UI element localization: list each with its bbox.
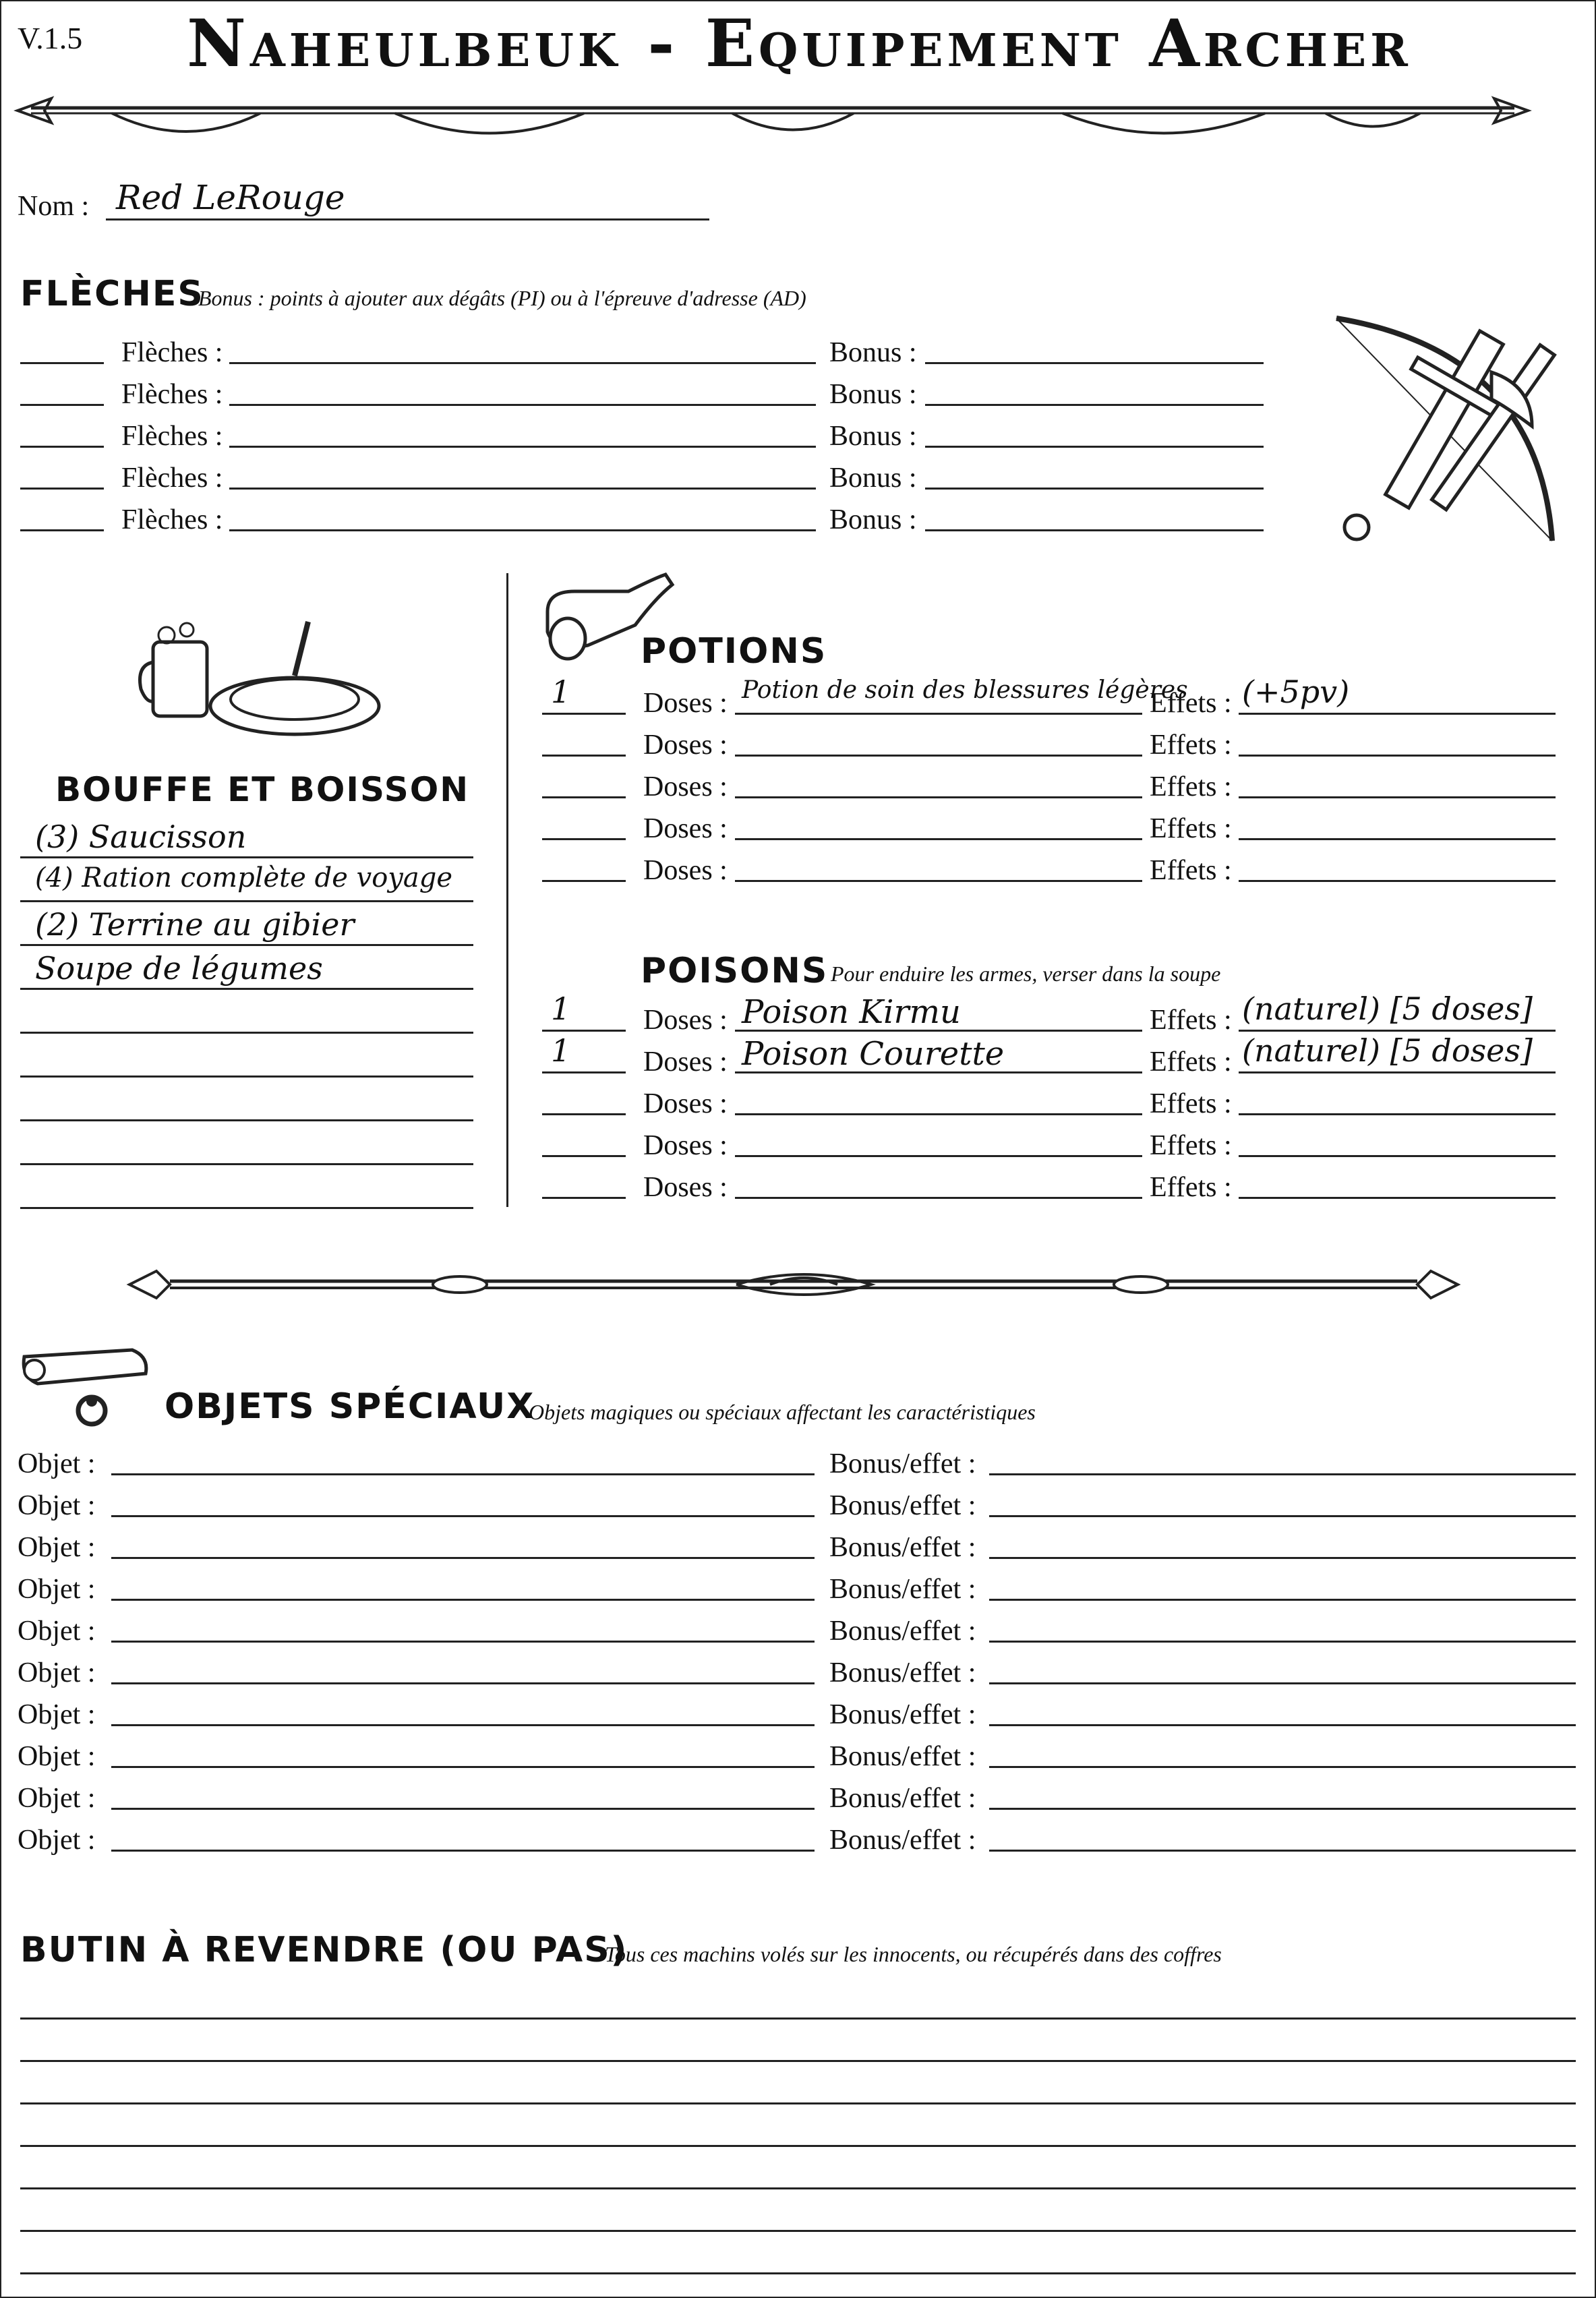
poison-name-field[interactable] (735, 1197, 1142, 1199)
special-bonus-label: Bonus/effet : (829, 1783, 976, 1814)
special-bonus-field[interactable] (989, 1641, 1576, 1643)
special-note: Objets magiques ou spéciaux affectant les caractéristiques (529, 1400, 1036, 1424)
version-label: V.1.5 (18, 21, 83, 55)
special-bonus-label: Bonus/effet : (829, 1532, 976, 1563)
loot-line[interactable] (20, 2017, 1576, 2020)
food-line[interactable] (20, 988, 473, 990)
poison-effect-field[interactable] (1239, 1071, 1556, 1073)
special-bonus-field[interactable] (989, 1473, 1576, 1475)
arrow-qty-field[interactable] (20, 488, 104, 490)
special-bonus-label: Bonus/effet : (829, 1490, 976, 1521)
arrow-name-field[interactable] (229, 404, 816, 406)
arrow-bonus-field[interactable] (925, 529, 1264, 531)
arrow-bonus-field[interactable] (925, 446, 1264, 448)
poison-doses-label: Doses : (643, 1005, 728, 1036)
food-item[interactable]: (3) Saucisson (35, 819, 247, 855)
loot-line[interactable] (20, 2230, 1576, 2232)
arrow-qty-field[interactable] (20, 529, 104, 531)
arrow-bonus-field[interactable] (925, 404, 1264, 406)
staff-divider-icon (129, 1261, 1458, 1308)
poison-effects-label: Effets : (1150, 1088, 1232, 1119)
poison-effects-label: Effets : (1150, 1047, 1232, 1078)
food-line[interactable] (20, 1119, 473, 1121)
potion-name-value[interactable]: Potion de soin des blessures légères (742, 676, 1188, 704)
special-bonus-field[interactable] (989, 1682, 1576, 1684)
potion-effect-field[interactable] (1239, 838, 1556, 840)
potion-effect-field[interactable] (1239, 755, 1556, 757)
potion-effect-value[interactable]: (+5pv) (1242, 674, 1350, 710)
potion-name-field[interactable] (735, 755, 1142, 757)
special-object-label: Objet : (18, 1616, 96, 1647)
poison-effect-field[interactable] (1239, 1155, 1556, 1157)
special-object-label: Objet : (18, 1741, 96, 1772)
arrow-name-field[interactable] (229, 446, 816, 448)
potion-name-field[interactable] (735, 796, 1142, 798)
potion-effects-label: Effets : (1150, 771, 1232, 802)
arrow-divider-icon (18, 89, 1528, 150)
special-object-field[interactable] (111, 1850, 815, 1852)
poison-qty-field[interactable] (542, 1071, 626, 1073)
arrows-heading: FLÈCHES (20, 274, 204, 314)
poison-effects-label: Effets : (1150, 1172, 1232, 1203)
poison-qty-field[interactable] (542, 1113, 626, 1115)
loot-line[interactable] (20, 2272, 1576, 2274)
special-object-label: Objet : (18, 1825, 96, 1856)
poisons-heading: POISONS (641, 951, 829, 991)
potion-effects-label: Effets : (1150, 813, 1232, 844)
food-item[interactable]: (2) Terrine au gibier (35, 906, 355, 943)
poison-doses-label: Doses : (643, 1088, 728, 1119)
food-plate-icon (140, 608, 382, 743)
poison-doses-label: Doses : (643, 1172, 728, 1203)
scroll-and-ring-icon (18, 1343, 159, 1431)
special-object-field[interactable] (111, 1557, 815, 1559)
name-label: Nom : (18, 191, 90, 222)
poison-qty-value[interactable]: 1 (551, 1032, 571, 1069)
arrows-row-label: Flèches : (121, 504, 223, 535)
poison-effect-field[interactable] (1239, 1113, 1556, 1115)
arrows-bonus-label: Bonus : (829, 463, 917, 494)
loot-line[interactable] (20, 2060, 1576, 2062)
poison-name-field[interactable] (735, 1113, 1142, 1115)
poison-effect-field[interactable] (1239, 1030, 1556, 1032)
potion-qty-value[interactable]: 1 (551, 674, 571, 710)
special-bonus-field[interactable] (989, 1599, 1576, 1601)
potion-qty-field[interactable] (542, 880, 626, 882)
potion-doses-label: Doses : (643, 855, 728, 886)
special-object-field[interactable] (111, 1724, 815, 1726)
poison-effect-value[interactable]: (naturel) [5 doses] (1242, 991, 1533, 1027)
arrows-bonus-label: Bonus : (829, 337, 917, 368)
loot-line[interactable] (20, 2102, 1576, 2104)
poison-effect-value[interactable]: (naturel) [5 doses] (1242, 1032, 1533, 1069)
loot-heading: BUTIN À REVENDRE (OU PAS) (20, 1930, 628, 1970)
special-bonus-label: Bonus/effet : (829, 1574, 976, 1605)
poison-effects-label: Effets : (1150, 1130, 1232, 1161)
food-item[interactable]: (4) Ration complète de voyage (35, 862, 453, 893)
arrow-bonus-field[interactable] (925, 362, 1264, 364)
special-bonus-field[interactable] (989, 1766, 1576, 1768)
potion-qty-field[interactable] (542, 838, 626, 840)
special-bonus-field[interactable] (989, 1850, 1576, 1852)
potion-effects-label: Effets : (1150, 688, 1232, 719)
arrow-bonus-field[interactable] (925, 488, 1264, 490)
poison-qty-value[interactable]: 1 (551, 991, 571, 1027)
special-object-field[interactable] (111, 1515, 815, 1517)
potion-name-field[interactable] (735, 838, 1142, 840)
arrows-row-label: Flèches : (121, 463, 223, 494)
page-title: Naheulbeuk - Equipement Archer (187, 5, 1412, 82)
loot-line[interactable] (20, 2145, 1576, 2147)
special-bonus-label: Bonus/effet : (829, 1448, 976, 1479)
poison-qty-field[interactable] (542, 1155, 626, 1157)
arrow-qty-field[interactable] (20, 446, 104, 448)
poison-name-field[interactable] (735, 1155, 1142, 1157)
special-bonus-label: Bonus/effet : (829, 1616, 976, 1647)
food-line[interactable] (20, 1032, 473, 1034)
special-bonus-label: Bonus/effet : (829, 1657, 976, 1688)
potion-effects-label: Effets : (1150, 855, 1232, 886)
special-object-field[interactable] (111, 1682, 815, 1684)
potion-qty-field[interactable] (542, 796, 626, 798)
special-object-field[interactable] (111, 1599, 815, 1601)
special-object-field[interactable] (111, 1808, 815, 1810)
potion-effect-field[interactable] (1239, 796, 1556, 798)
special-object-label: Objet : (18, 1699, 96, 1730)
potion-doses-label: Doses : (643, 771, 728, 802)
arrows-bonus-label: Bonus : (829, 379, 917, 410)
special-object-field[interactable] (111, 1473, 815, 1475)
arrows-bonus-label: Bonus : (829, 421, 917, 452)
loot-line[interactable] (20, 2187, 1576, 2189)
potion-doses-label: Doses : (643, 688, 728, 719)
special-object-label: Objet : (18, 1490, 96, 1521)
special-object-label: Objet : (18, 1657, 96, 1688)
bow-and-sword-icon (1323, 312, 1566, 548)
arrows-bonus-label: Bonus : (829, 504, 917, 535)
food-line[interactable] (20, 944, 473, 946)
arrows-note: Bonus : points à ajouter aux dégâts (PI) ou à l'épreuve d'adresse (AD) (198, 286, 806, 310)
poison-name-value[interactable]: Poison Kirmu (742, 993, 961, 1031)
name-underline (106, 218, 709, 220)
poison-name-value[interactable]: Poison Courette (742, 1035, 1005, 1073)
food-line[interactable] (20, 1076, 473, 1078)
special-bonus-label: Bonus/effet : (829, 1741, 976, 1772)
arrows-row-label: Flèches : (121, 421, 223, 452)
arrow-name-field[interactable] (229, 529, 816, 531)
poison-qty-field[interactable] (542, 1197, 626, 1199)
special-object-label: Objet : (18, 1574, 96, 1605)
arrow-name-field[interactable] (229, 488, 816, 490)
loot-note: Tous ces machins volés sur les innocents, ou récupérés dans des coffres (605, 1942, 1222, 1966)
special-object-field[interactable] (111, 1641, 815, 1643)
special-heading: OBJETS SPÉCIAUX (165, 1386, 535, 1427)
special-object-field[interactable] (111, 1766, 815, 1768)
arrow-qty-field[interactable] (20, 362, 104, 364)
special-bonus-label: Bonus/effet : (829, 1825, 976, 1856)
poison-effect-field[interactable] (1239, 1197, 1556, 1199)
poison-effects-label: Effets : (1150, 1005, 1232, 1036)
potions-heading: POTIONS (641, 631, 827, 672)
potion-effect-field[interactable] (1239, 713, 1556, 715)
potion-doses-label: Doses : (643, 813, 728, 844)
poison-doses-label: Doses : (643, 1047, 728, 1078)
food-item[interactable]: Soupe de légumes (35, 950, 323, 986)
arrow-qty-field[interactable] (20, 404, 104, 406)
special-bonus-label: Bonus/effet : (829, 1699, 976, 1730)
potion-effects-label: Effets : (1150, 730, 1232, 761)
column-divider (506, 573, 508, 1207)
potion-doses-label: Doses : (643, 730, 728, 761)
potion-qty-field[interactable] (542, 713, 626, 715)
potion-name-field[interactable] (735, 713, 1142, 715)
food-line[interactable] (20, 856, 473, 858)
food-heading: BOUFFE ET BOISSON (55, 770, 470, 809)
special-bonus-field[interactable] (989, 1808, 1576, 1810)
arrows-row-label: Flèches : (121, 337, 223, 368)
food-line[interactable] (20, 1207, 473, 1209)
potion-name-field[interactable] (735, 880, 1142, 882)
arrow-name-field[interactable] (229, 362, 816, 364)
name-value[interactable]: Red LeRouge (116, 178, 345, 217)
special-bonus-field[interactable] (989, 1724, 1576, 1726)
potion-qty-field[interactable] (542, 755, 626, 757)
food-line[interactable] (20, 900, 473, 902)
special-object-label: Objet : (18, 1448, 96, 1479)
arrows-row-label: Flèches : (121, 379, 223, 410)
special-bonus-field[interactable] (989, 1515, 1576, 1517)
special-object-label: Objet : (18, 1783, 96, 1814)
special-bonus-field[interactable] (989, 1557, 1576, 1559)
special-object-label: Objet : (18, 1532, 96, 1563)
food-line[interactable] (20, 1163, 473, 1165)
poison-qty-field[interactable] (542, 1030, 626, 1032)
potion-effect-field[interactable] (1239, 880, 1556, 882)
poisons-note: Pour enduire les armes, verser dans la soupe (831, 962, 1221, 986)
poison-doses-label: Doses : (643, 1130, 728, 1161)
